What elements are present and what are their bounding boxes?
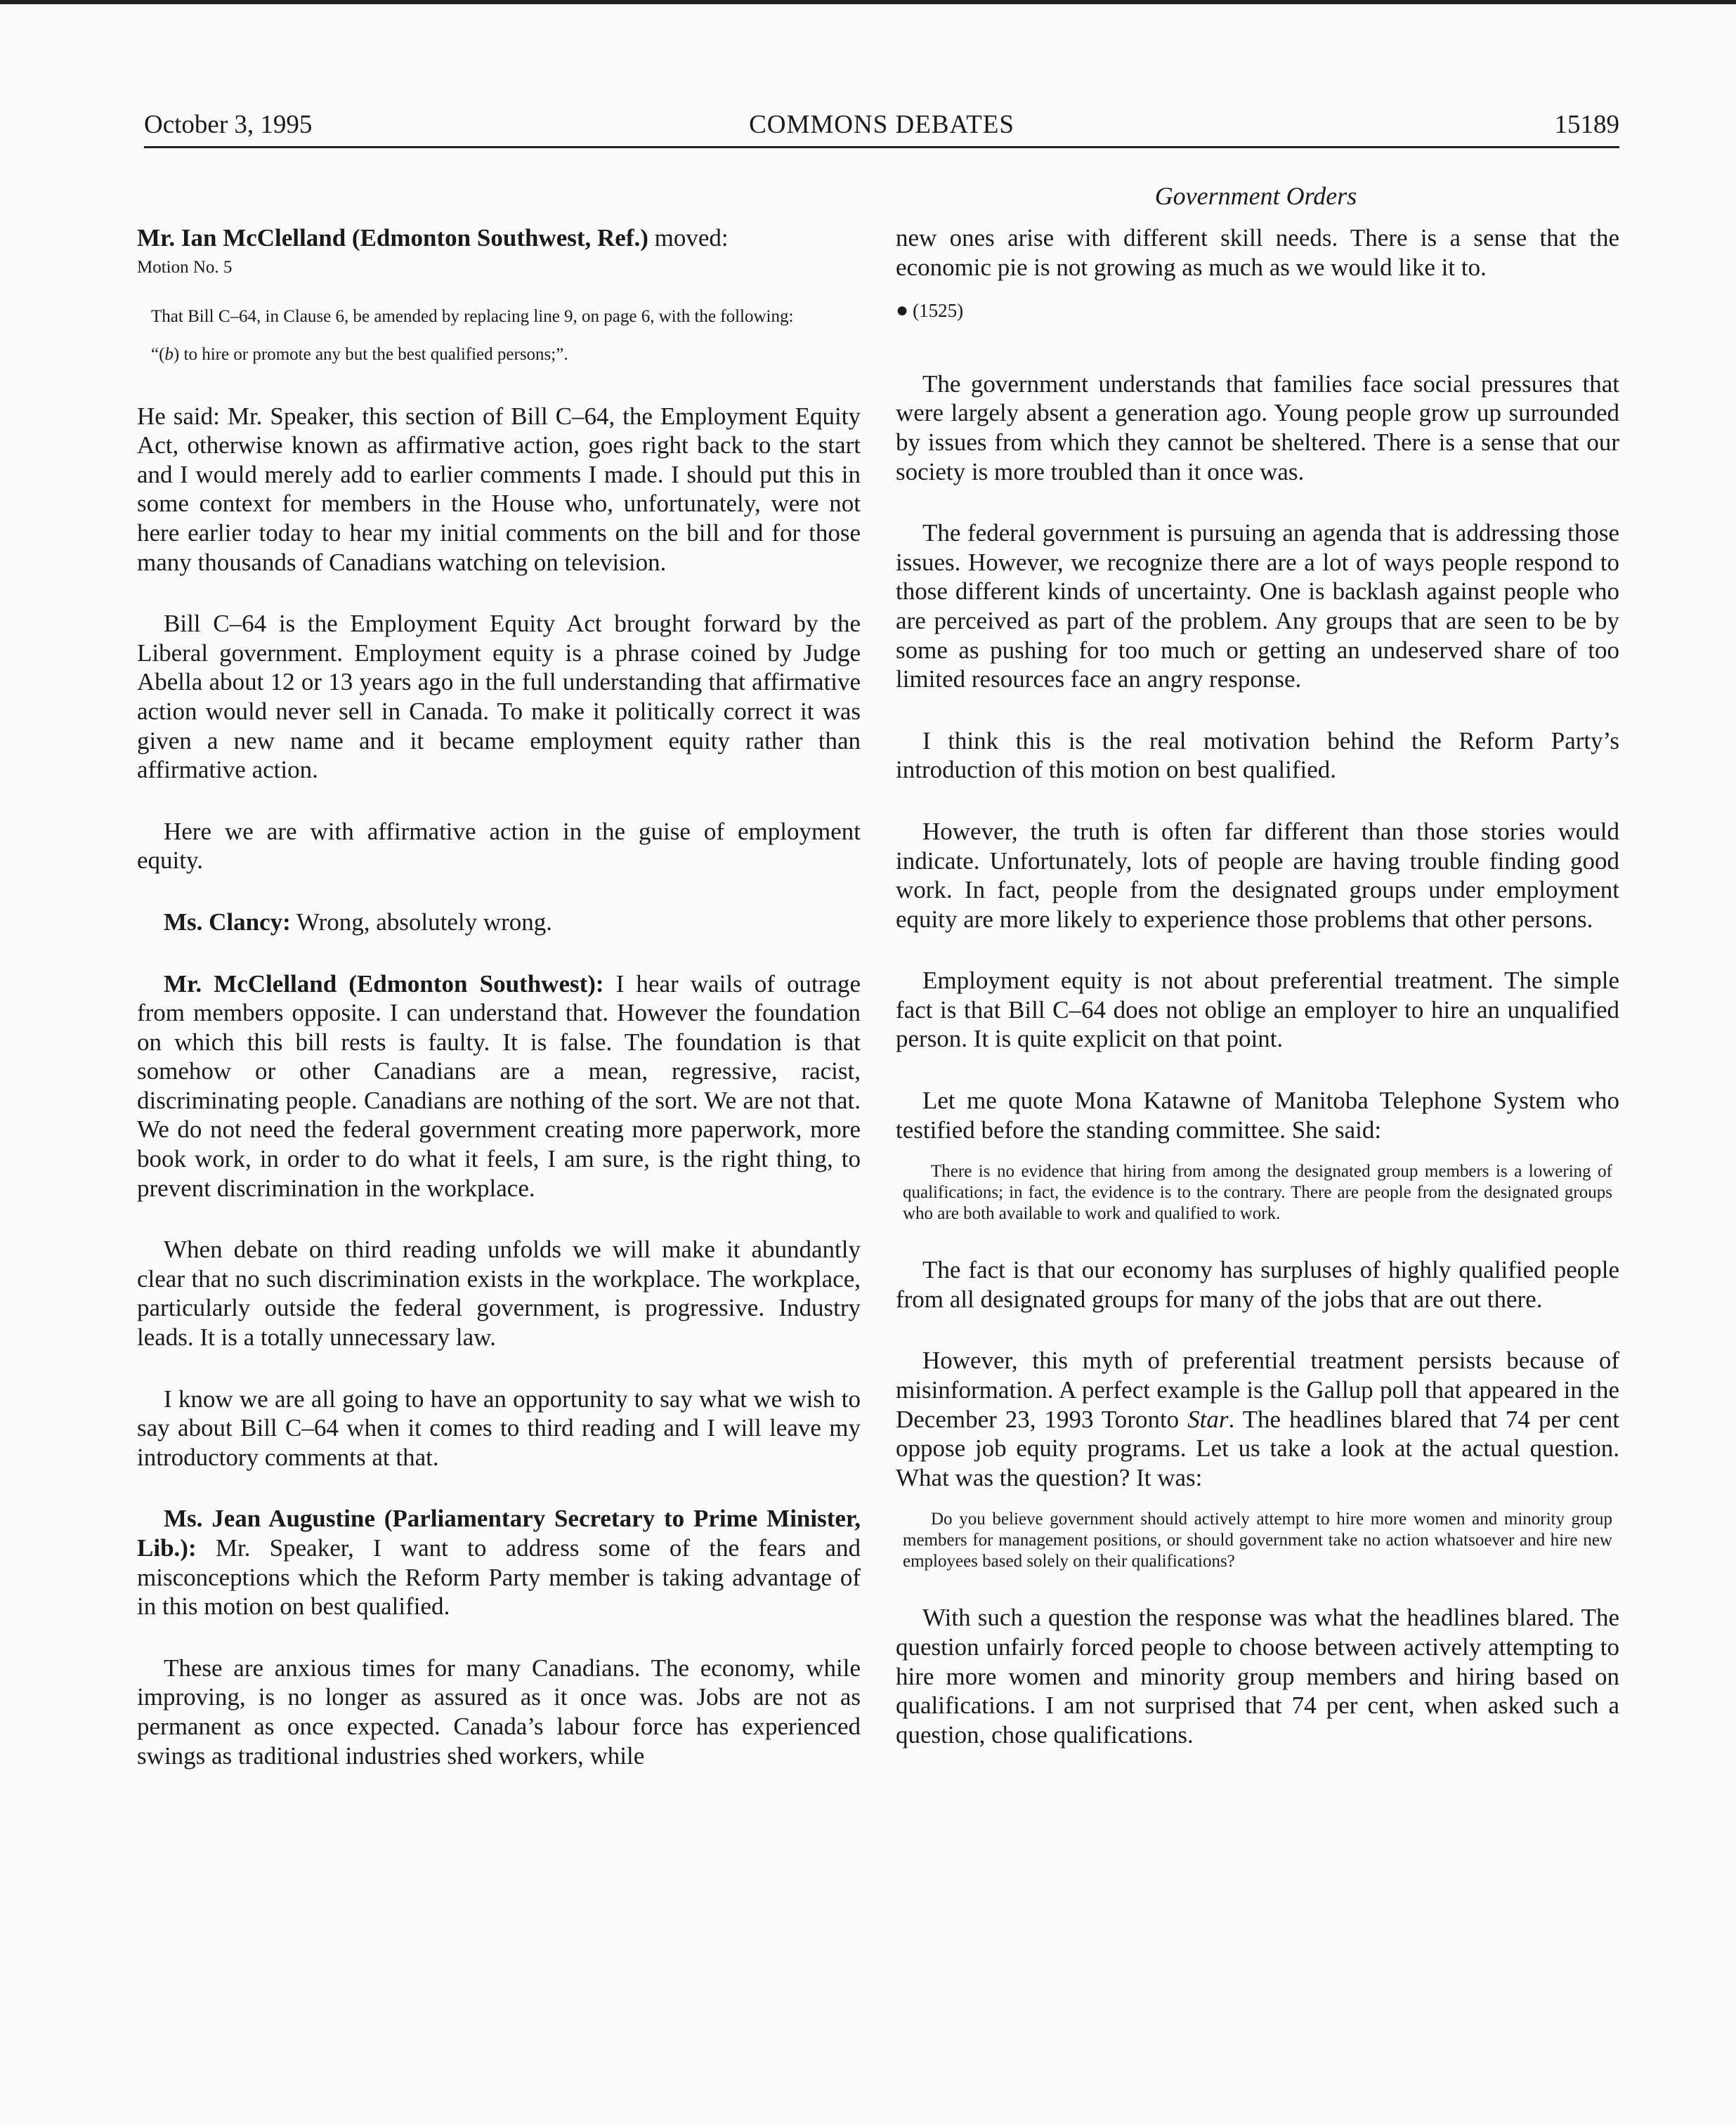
speech-paragraph	[137, 969, 861, 1203]
paragraph: However, the truth is often far different than those stories would indicate. Unfortunately, lots of people are having trouble finding good work. In fact, people from the designated groups under employment equity are more likely to experience those problems that other persons.	[896, 817, 1619, 933]
speech-text: Mr. Speaker, I want to address some of the fears and misconceptions which the Reform Party member is taking advantage of in this motion on best qualified.	[137, 1534, 861, 1621]
paragraph: new ones arise with different skill needs. There is a sense that the economic pie is not growing as much as we would like it to.	[896, 224, 1619, 281]
speech-text: I hear wails of outrage from members opposite. I can understand that. However the foundation on which this bill rests is faulty. It is false. The foundation is that somehow or other Canadians are a mean, regressive, racist, discriminating people. Canadians are nothing of the sort. We are not that. We do not need the federal government creating more paperwork, more book work, in order to do what it feels, I am sure, is the right thing, to prevent discrimination in the workplace.	[137, 969, 861, 1202]
header-rule	[144, 146, 1619, 148]
speaker-name: Mr. McClelland (Edmonton Southwest):	[164, 969, 604, 998]
paragraph: He said: Mr. Speaker, this section of Bill C–64, the Employment Equity Act, otherwise known as affirmative action, goes right back to the start and I would merely add to earlier comments I made. I should put this in some context for members in the House who, unfortunately, were not here earlier today to hear my initial comments on the bill and for those many thousands of Canadians watching on television.	[137, 402, 861, 576]
paragraph: Bill C–64 is the Employment Equity Act brought forward by the Liberal government. Employment equity is a phrase coined by Judge Abella about 12 or 13 years ago in the full understanding that affirmative action would never sell in Canada. To make it politically correct it was given a new name and it became employment equity rather than affirmative action.	[137, 610, 861, 784]
time-marker: ● (1525)	[896, 299, 964, 322]
speech-text: Wrong, absolutely wrong.	[290, 908, 553, 936]
motion-quote: “(b) to hire or promote any but the best qualified persons;”.	[151, 344, 568, 364]
paragraph: The government understands that families face social pressures that were largely absent a generation ago. Young people grow up surrounded by issues from which they cannot be sheltered. There is a sense that our society is more troubled than it once was.	[896, 370, 1619, 485]
page-top-edge	[0, 0, 1736, 4]
mover-paragraph	[137, 223, 861, 253]
section-title: Government Orders	[1154, 182, 1357, 210]
speech-paragraph	[137, 1504, 861, 1621]
newspaper-name: Star	[1187, 1405, 1229, 1433]
speaker-name: Ms. Clancy:	[164, 908, 291, 936]
page-header	[144, 105, 1619, 145]
paragraph: I know we are all going to have an opportunity to say what we wish to say about Bill C–64 when it comes to third reading and I will leave my introductory comments at that.	[137, 1385, 861, 1471]
block-quote: There is no evidence that hiring from among the designated group members is a lowering of qualifications; in fact, the evidence is to the contrary. There are people from the designated groups who are both available to work and qualified to work.	[903, 1162, 1612, 1224]
right-column	[896, 223, 1619, 1781]
paragraph: When debate on third reading unfolds we will make it abundantly clear that no such discrimination exists in the workplace. The workplace, particularly outside the federal government, is progressive. Industry leads. It is a totally unnecessary law.	[137, 1236, 861, 1352]
paragraph: The fact is that our economy has surpluses of highly qualified people from all designated groups for many of the jobs that are out there.	[896, 1256, 1619, 1313]
interjection-paragraph	[137, 908, 861, 937]
paragraph: Here we are with affirmative action in the guise of employment equity.	[137, 817, 861, 875]
paragraph: I think this is the real motivation behind the Reform Party’s introduction of this motion on best qualified.	[896, 726, 1619, 784]
motion-text: That Bill C–64, in Clause 6, be amended by replacing line 9, on page 6, with the following:	[151, 306, 794, 326]
left-column	[137, 223, 861, 1803]
motion-number: Motion No. 5	[137, 257, 233, 277]
block-quote: Do you believe government should actively attempt to hire more women and minority group members for management positions, or should government take no action whatsoever and hire new employees based solely on their qualifications?	[903, 1510, 1612, 1571]
speaker-name: Ms. Jean Augustine (Parliamentary Secretary to Prime Minister, Lib.):	[137, 1505, 861, 1562]
speaker-name: Mr. Ian McClelland (Edmonton Southwest, Ref.)	[137, 224, 648, 251]
header-title: COMMONS DEBATES	[749, 110, 1014, 139]
paragraph: These are anxious times for many Canadians. The economy, while improving, is no longer as assured as it once was. Jobs are not as permanent as once expected. Canada’s labour force has experienced swings as traditional industries shed workers, while	[137, 1654, 861, 1770]
paragraph: With such a question the response was what the headlines blared. The question unfairly forced people to choose between actively attempting to hire more women and minority group members and hiring based on qualifications. I am not surprised that 74 per cent, when asked such a question, chose qualifications.	[896, 1604, 1619, 1748]
header-date: October 3, 1995	[144, 110, 313, 139]
header-page-number: 15189	[1554, 110, 1619, 139]
paragraph: The federal government is pursuing an agenda that is addressing those issues. However, we recognize there are a lot of ways people respond to those different kinds of uncertainty. One is backlash against people who are perceived as part of the problem. Any groups that are seen to be by some as pushing for too much or getting an undeserved share of too limited resources face an angry response.	[896, 519, 1619, 693]
speech-text: moved:	[648, 224, 729, 251]
paragraph: Let me quote Mona Katawne of Manitoba Telephone System who testified before the standing committee. She said:	[896, 1087, 1619, 1144]
bullet-icon: ●	[896, 299, 909, 322]
paragraph: Employment equity is not about preferential treatment. The simple fact is that Bill C–64 does not oblige an employer to hire an unqualified person. It is quite explicit on that point.	[896, 967, 1619, 1053]
paragraph: However, this myth of preferential treatment persists because of misinformation. A perfect example is the Gallup poll that appeared in the December 23, 1993 Toronto Star. The headlines blared that 74 per cent oppose job equity programs. Let us take a look at the actual question. What was the question? It was:	[896, 1347, 1619, 1491]
